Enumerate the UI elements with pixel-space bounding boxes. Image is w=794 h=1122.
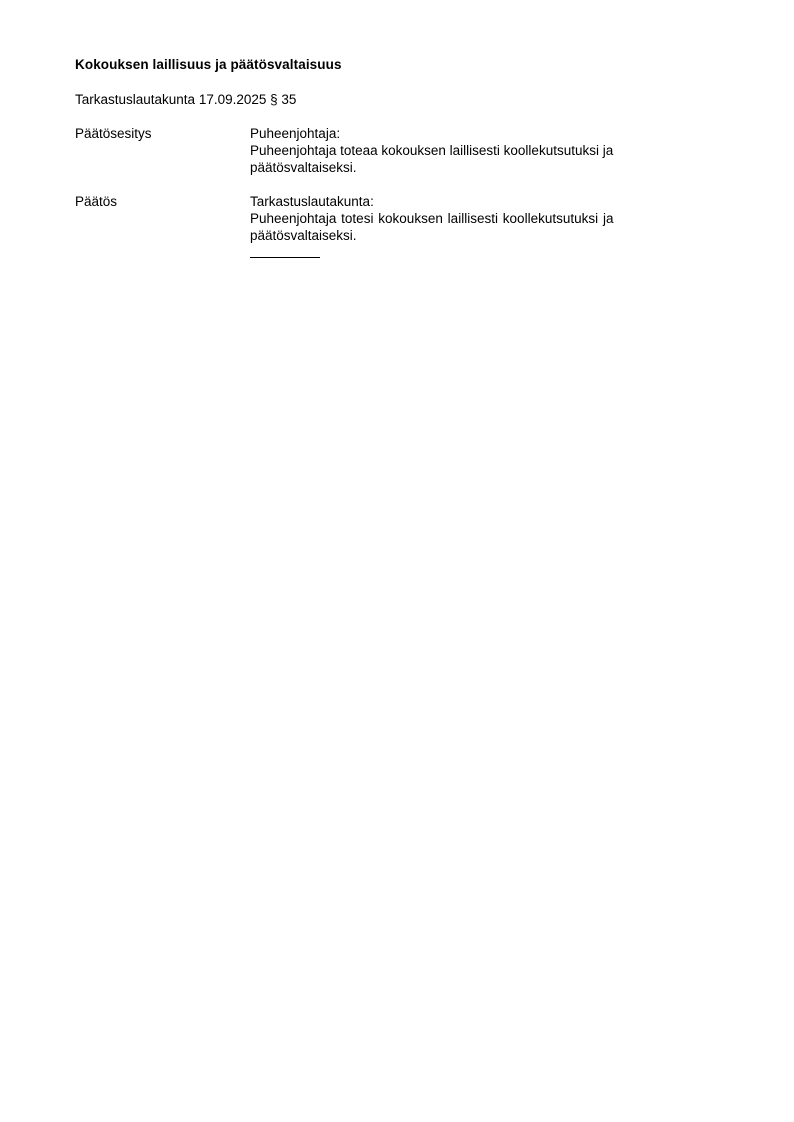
section-label: Päätösesitys	[75, 126, 152, 141]
section-body	[250, 125, 720, 176]
section-separator-rule	[250, 257, 320, 258]
page-title: Kokouksen laillisuus ja päätösvaltaisuus	[75, 57, 342, 72]
body-line: Tarkastuslautakunta:	[250, 194, 374, 209]
body-line: päätösvaltaiseksi.	[250, 160, 357, 175]
body-line: Puheenjohtaja toteaa kokouksen laillisesti koollekutsutuksi ja	[250, 143, 614, 158]
meeting-reference: Tarkastuslautakunta 17.09.2025 § 35	[75, 92, 297, 107]
body-line: päätösvaltaiseksi.	[250, 228, 357, 243]
section-label: Päätös	[75, 194, 118, 209]
body-line: Puheenjohtaja:	[250, 126, 341, 141]
body-line: Puheenjohtaja totesi kokouksen laillisesti koollekutsutuksi ja	[250, 211, 614, 226]
section-body	[250, 193, 720, 244]
